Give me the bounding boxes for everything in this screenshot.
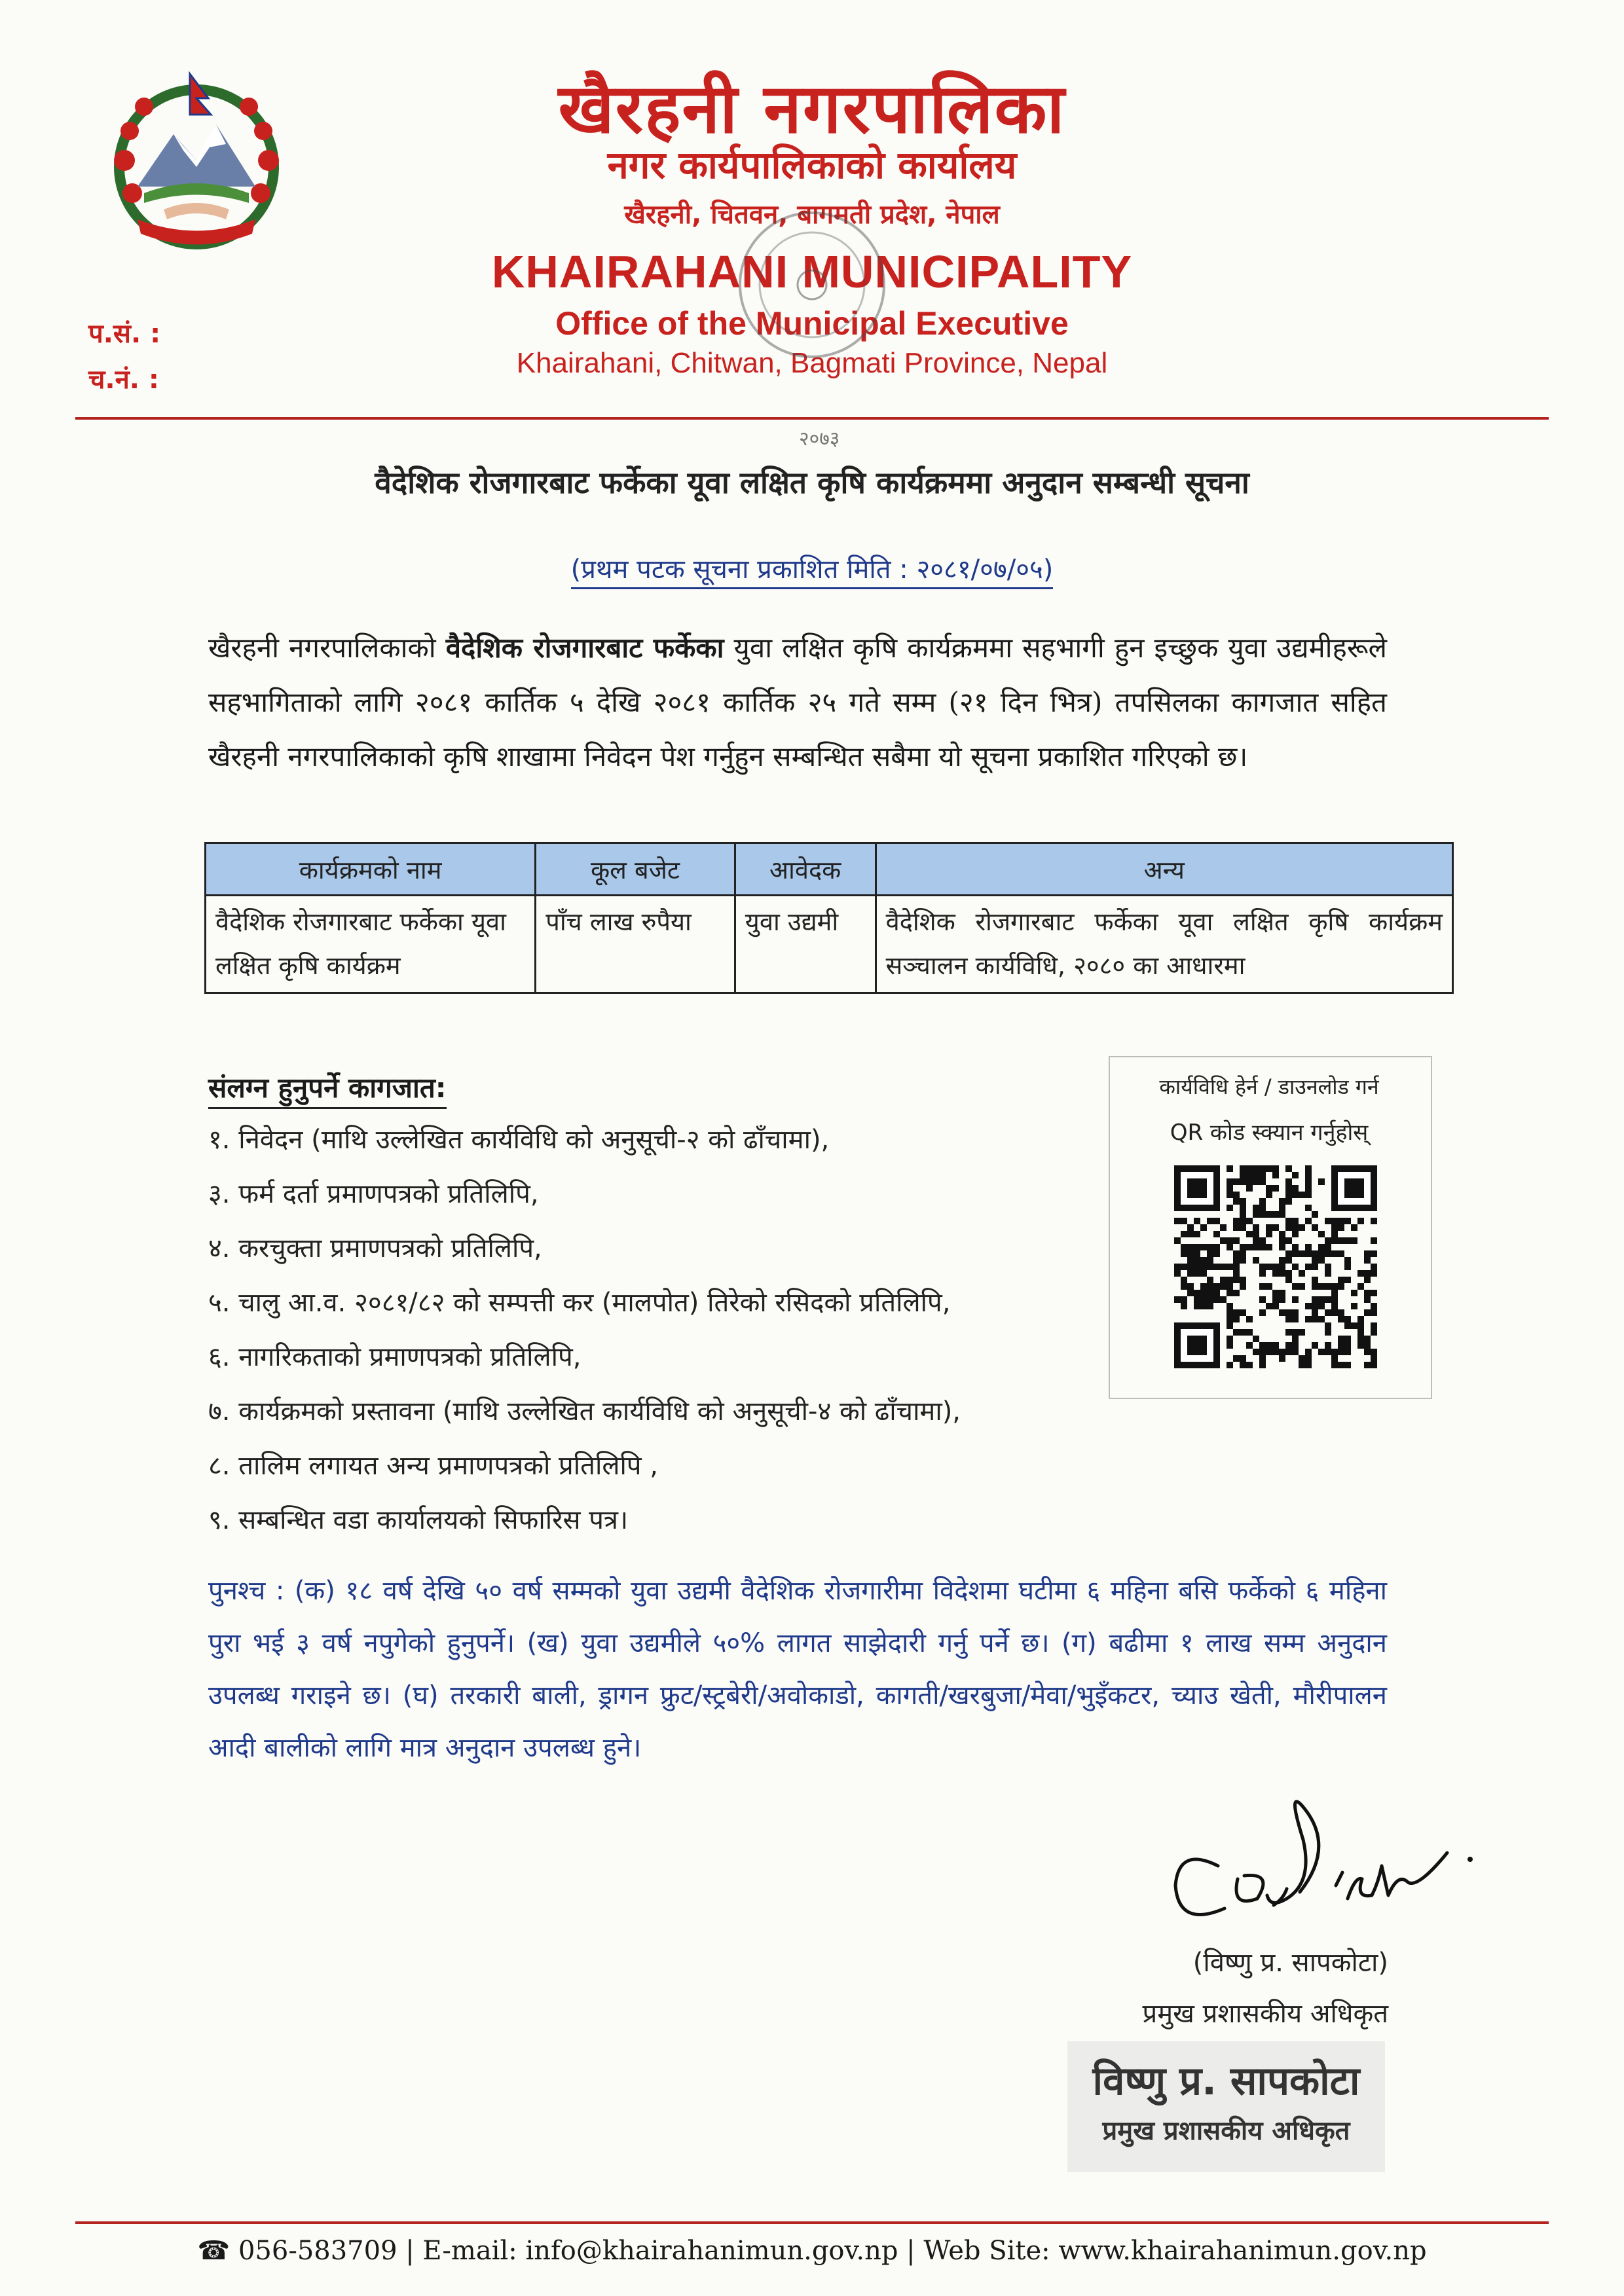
dispatch-number-label: च.नं. : — [88, 365, 159, 395]
signatory-name: (विष्णु प्र. सापकोटा) — [1192, 1948, 1388, 1978]
list-item: ६. नागरिकताको प्रमाणपत्रको प्रतिलिपि, — [208, 1342, 581, 1372]
list-item: ४. करचुक्ता प्रमाणपत्रको प्रतिलिपि, — [208, 1233, 542, 1264]
office-name-english: Office of the Municipal Executive — [555, 305, 1069, 342]
list-item: ८. तालिम लगायत अन्य प्रमाणपत्रको प्रतिलिपि , — [208, 1451, 658, 1481]
cell-budget: पाँच लाख रुपैया — [536, 896, 735, 993]
list-item: ७. कार्यक्रमको प्रस्तावना (माथि उल्लेखित कार्यविधि को अनुसूची-४ को ढाँचामा), — [208, 1396, 961, 1427]
cell-other: वैदेशिक रोजगारबाट फर्केका यूवा लक्षित कृषि कार्यक्रम सञ्चालन कार्यविधि, २०८० का आधारमा — [876, 896, 1452, 993]
list-item: ९. सम्बन्धित वडा कार्यालयको सिफारिस पत्र। — [208, 1505, 629, 1535]
qr-caption-line1: कार्यविधि हेर्न / डाउनलोड गर्न — [1159, 1074, 1379, 1099]
address-nepali: खैरहनी, चितवन, बागमती प्रदेश, नेपाल — [624, 200, 1000, 230]
seal-name: विष्णु प्र. सापकोटा — [1092, 2058, 1360, 2104]
phone-icon: ☎ — [197, 2236, 231, 2266]
col-header-other: अन्य — [876, 843, 1452, 896]
list-item: १. निवेदन (माथि उल्लेखित कार्यविधि को अनुसूची-२ को ढाँचामा), — [208, 1125, 830, 1155]
seal-post: प्रमुख प्रशासकीय अधिकृत — [1102, 2116, 1350, 2146]
attachments-list — [208, 1113, 961, 1548]
office-stamp — [727, 187, 897, 462]
notice-paragraph: खैरहनी नगरपालिकाको वैदेशिक रोजगारबाट फर्केका युवा लक्षित कृषि कार्यक्रममा सहभागी हुन इच्छुक युवा उद्यमीहरूले सहभागिताको लागि २०८१ कार्तिक ५ देखि २०८१ कार्तिक २५ गते सम्म (२१ दिन भित्र) तपसिलका कागजात सहित खैरहनी नगरपालिकाको कृषि शाखामा निवेदन पेश गर्नुहुन सम्बन्धित सबैमा यो सूचना प्रकाशित गरिएको छ। — [208, 632, 1387, 773]
col-header-budget: कूल बजेट — [536, 843, 735, 896]
qr-caption-line2: QR कोड स्क्यान गर्नुहोस् — [1170, 1120, 1369, 1146]
ref-number-label: प.सं. : — [88, 319, 161, 349]
municipality-name-english: KHAIRAHANI MUNICIPALITY — [491, 246, 1133, 297]
list-item: ५. चालु आ.व. २०८१/८२ को सम्पत्ती कर (मालपोत) तिरेको रसिदको प्रतिलिपि, — [208, 1288, 951, 1318]
signatory-post: प्रमुख प्रशासकीय अधिकृत — [1142, 1999, 1388, 2029]
notice-title: वैदेशिक रोजगारबाट फर्केका यूवा लक्षित कृषि कार्यक्रममा अनुदान सम्बन्धी सूचना — [375, 465, 1249, 500]
qr-code[interactable] — [1174, 1165, 1377, 1368]
footer-contact: ☎ 056-583709 | E-mail: info@khairahanimun.gov.np | Web Site: www.khairahanimun.gov.np — [197, 2236, 1427, 2266]
attachments-heading: संलग्न हुनुपर्ने कागजात: — [208, 1068, 447, 1109]
postscript-note: पुनश्च : (क) १८ वर्ष देखि ५० वर्ष सम्मको युवा उद्यमी वैदेशिक रोजगारीमा विदेशमा घटीमा ६ महिना बसि फर्केको ६ महिना पुरा भई ३ वर्ष नपुगेको हुनुपर्ने। (ख) युवा उद्यमीले ५०% लागत साझेदारी गर्नु पर्ने छ। (ग) बढीमा १ लाख सम्म अनुदान उपलब्ध गराइने छ। (घ) तरकारी बाली, ड्रागन फ्रुट/स्ट्रबेरी/अवोकाडो, कागती/खरबुजा/मेवा/भुइँकटर, च्याउ खेती, मौरीपालन आदी बालीको लागि मात्र अनुदान उपलब्ध हुने। — [208, 1576, 1387, 1763]
footer-divider — [75, 2221, 1549, 2224]
highlight-text: वैदेशिक रोजगारबाट फर्केका — [445, 632, 724, 664]
table-header-row — [206, 843, 1453, 896]
cell-program-name: वैदेशिक रोजगारबाट फर्केका यूवा लक्षित कृषि कार्यक्रम — [206, 896, 536, 993]
table-row — [206, 896, 1453, 993]
publish-date: (प्रथम पटक सूचना प्रकाशित मिति : २०८१/०७/०५) — [0, 550, 1624, 586]
header-divider — [75, 417, 1549, 420]
municipality-name-nepali: खैरहनी नगरपालिका — [558, 69, 1066, 149]
address-english: Khairahani, Chitwan, Bagmati Province, Nepal — [516, 347, 1108, 379]
office-name-nepali: नगर कार्यपालिकाको कार्यालय — [607, 143, 1017, 187]
program-table — [204, 842, 1454, 994]
list-item: ३. फर्म दर्ता प्रमाणपत्रको प्रतिलिपि, — [208, 1179, 539, 1209]
cell-applicant: युवा उद्यमी — [735, 896, 876, 993]
col-header-applicant: आवेदक — [735, 843, 876, 896]
handwritten-signature — [1139, 1768, 1480, 1964]
col-header-program-name: कार्यक्रमको नाम — [206, 843, 536, 896]
stamp-year: २०७३ — [799, 428, 840, 450]
